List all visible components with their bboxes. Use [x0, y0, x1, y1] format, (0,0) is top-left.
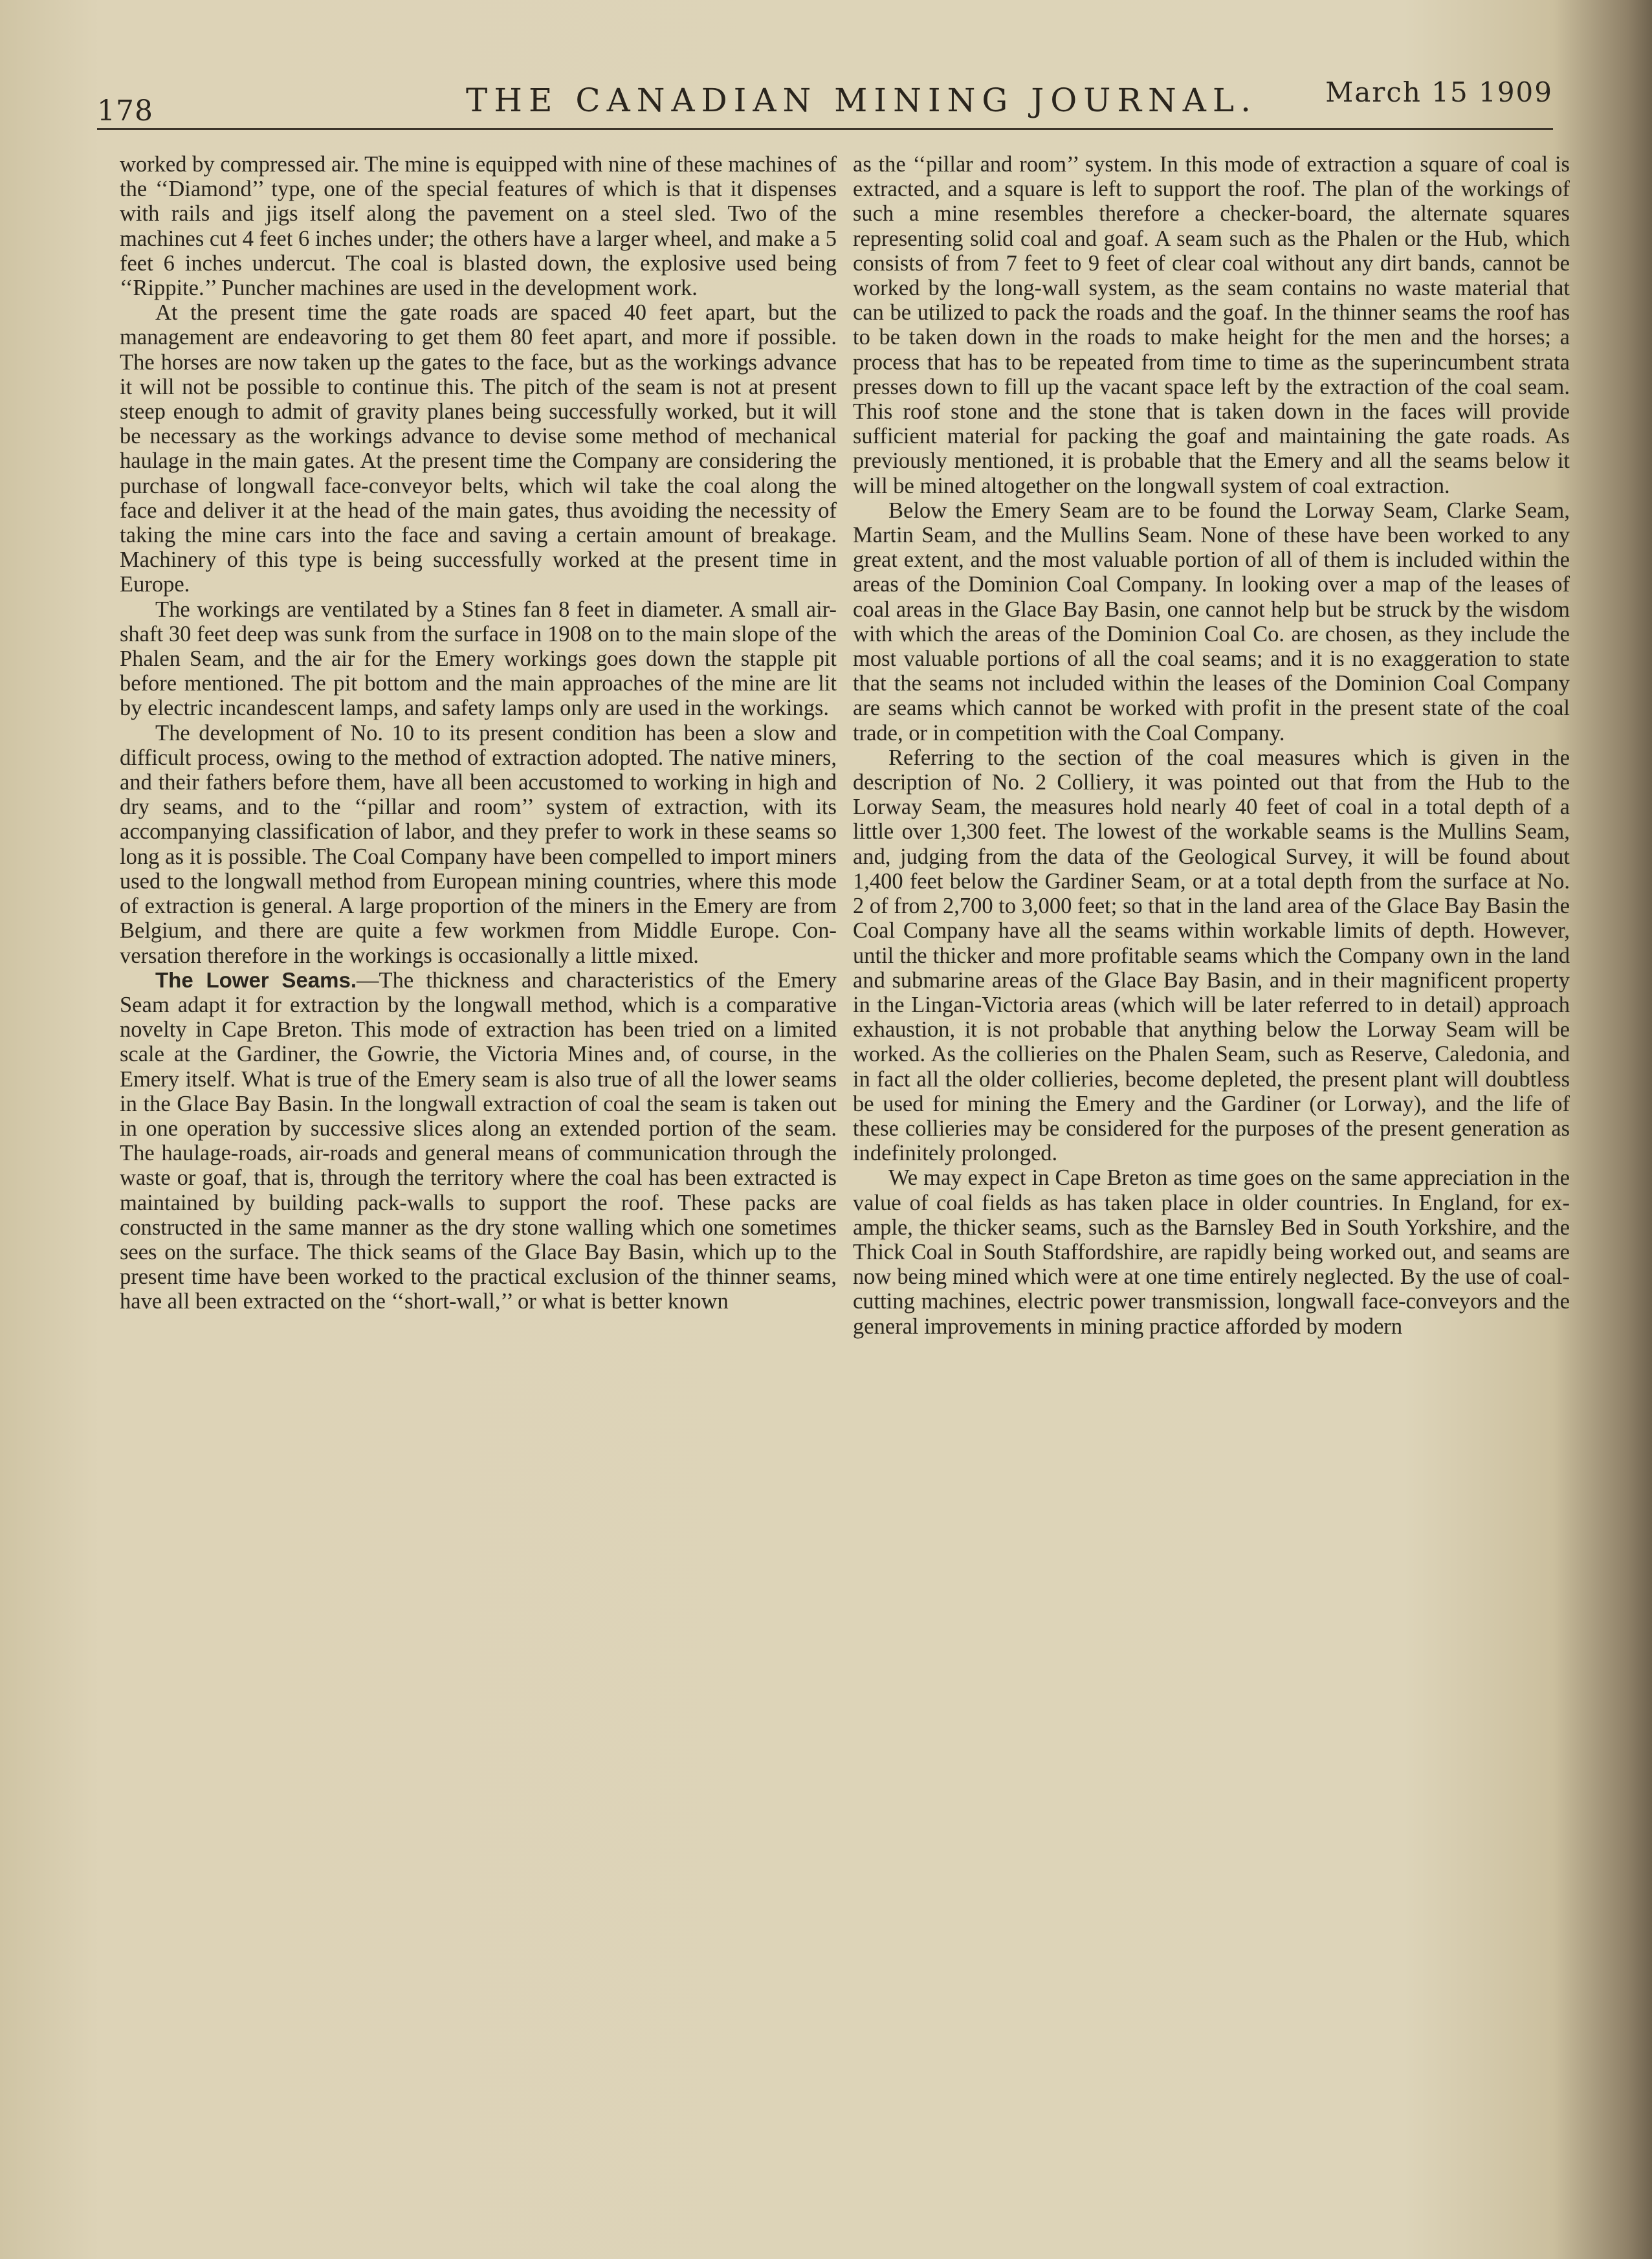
- paragraph: The workings are ventilated by a Stines fan 8 feet in diameter. A small air-shaft 30 feet deep was sunk from the surface in 1908 on to the main slope of the Phalen Seam, and the air for the Emery workings goes down the stapple pit before mentioned. The pit bottom and the main approaches of the mine are lit by electric incandescent lamps, and safety lamps only are used in the workings.: [120, 597, 837, 721]
- paragraph: Referring to the section of the coal measures which is given in the description of No. 2 Colliery, it was pointed out that from the Hub to the Lorway Seam, the measures hold nearly 40 feet of coal in a total depth of a little over 1,300 feet. The lowest of the workable seams is the Mullins Seam, and, judging from the data of the Geological Survey, it will be found about 1,400 feet below the Gardiner Seam, or at a total depth from the surface at No. 2 of from 2,700 to 3,000 feet; so that in the land area of the Glace Bay Basin the Coal Company have all the seams within workable limits of depth. However, until the thicker and more profitable seams which the Company own in the land and submarine areas of the Glace Bay Basin, and in their magnificent property in the Lingan-Victoria areas (which will be later referred to in detail) approach exhaustion, it is not probable that anything below the Lorway Seam will be worked. As the collieries on the Phalen Seam, such as Reserve, Caledonia, and in fact all the older collieries, become depleted, the present plant will doubtless be used for mining the Emery and the Gardiner (or Lorway), and the life of these collieries may be considered for the purposes of the present generation as indefinitely prolonged.: [853, 745, 1570, 1166]
- page-number: 178: [97, 94, 153, 127]
- paragraph: The development of No. 10 to its present condition has been a slow and difficult process, owing to the method of extraction adopted. The native miners, and their fathers before them, have all been accustomed to working in high and dry seams, and to the ‘‘pillar and room’’ system of extraction, with its accompanying classification of labor, and they prefer to work in these seams so long as it is possible. The Coal Company have been compelled to import miners used to the longwall method from European mining countries, where this mode of extraction is general. A large proportion of the miners in the Emery are from Belgium, and there are quite a few workmen from Middle Europe. Conversation therefore in the workings is occasionally a little mixed.: [120, 720, 837, 968]
- paragraph: as the ‘‘pillar and room’’ system. In this mode of extraction a square of coal is extracted, and a square is left to support the roof. The plan of the workings of such a mine resembles therefore a checker-board, the alternate squares representing solid coal and goaf. A seam such as the Phalen or the Hub, which consists of from 7 feet to 9 feet of clear coal without any dirt bands, cannot be worked by the long-wall system, as the seam contains no waste material that can be utilized to pack the roads and the goaf. In the thinner seams the roof has to be taken down in the roads to make height for the men and the horses; a process that has to be repeated from time to time as the superincumbent strata presses down to fill up the vacant space left by the extraction of the coal seam. This roof stone and the stone that is taken down in the faces will provide sufficient material for packing the goaf and maintaining the gate roads. As previously mentioned, it is probable that the Emery and all the seams below it will be mined altogether on the longwall system of coal extraction.: [853, 152, 1570, 498]
- issue-date: March 15 1909: [1325, 76, 1553, 108]
- section-paragraph: [120, 968, 837, 1314]
- paragraph: Below the Emery Seam are to be found the Lorway Seam, Clarke Seam, Martin Seam, and the Mullins Seam. None of these have been worked to any great extent, and the most valuable portion of all of them is included within the areas of the Dominion Coal Company. In looking over a map of the leases of coal areas in the Glace Bay Basin, one cannot help but be struck by the wisdom with which the areas of the Dominion Coal Co. are chosen, as they include the most valuable portions of all the coal seams; and it is no exaggeration to state that the seams not included within the leases of the Dominion Coal Company are seams which cannot be worked with profit in the present state of the coal trade, or in competition with the Coal Company.: [853, 498, 1570, 745]
- right-column: [853, 152, 1570, 2232]
- paragraph-text: —The thickness and characteristics of the Emery Seam adapt it for extraction by the longwall method, which is a comparative novelty in Cape Breton. This mode of extraction has been tried on a limited scale at the Gardiner, the Gowrie, the Victoria Mines and, of course, in the Emery itself. What is true of the Emery seam is also true of all the lower seams in the Glace Bay Basin. In the longwall extraction of coal the seam is taken out in one operation by successive slices along an extended portion of the seam. The haulage-roads, air-roads and general means of communication through the waste or goaf, that is, through the territory where the coal has been extracted is maintained by building pack-walls to support the roof. These packs are constructed in the same manner as the dry stone walling which one sometimes sees on the surface. The thick seams of the Glace Bay Basin, which up to the present time have been worked to the practical exclusion of the thinner seams, have all been extracted on the ‘‘short-wall,’’ or what is better known: [120, 967, 837, 1314]
- paragraph: We may expect in Cape Breton as time goes on the same appreciation in the value of coal fields as has taken place in older countries. In England, for example, the thicker seams, such as the Barnsley Bed in South Yorkshire, and the Thick Coal in South Staffordshire, are rapidly being worked out, and seams are now being mined which were at one time entirely neglected. By the use of coal-cutting machines, electric power transmission, longwall face-conveyors and the general improvements in mining practice afforded by modern: [853, 1165, 1570, 1339]
- header-rule: [97, 128, 1553, 130]
- paragraph: At the present time the gate roads are spaced 40 feet apart, but the management are endeavoring to get them 80 feet apart, and more if possible. The horses are now taken up the gates to the face, but as the workings advance it will not be possible to continue this. The pitch of the seam is not at present steep enough to admit of gravity planes being successfully worked, but it will be necessary as the workings advance to devise some method of mechanical haulage in the main gates. At the present time the Company are considering the purchase of longwall face-conveyor belts, which wil take the coal along the face and deliver it at the head of the main gates, thus avoiding the necessity of taking the mine cars into the face and saving a certain amount of breakage. Machinery of this type is being successfully worked at the present time in Europe.: [120, 300, 837, 597]
- section-heading: The Lower Seams.: [155, 967, 357, 992]
- page-header: [97, 76, 1553, 128]
- left-column: [120, 152, 837, 2232]
- journal-title: THE CANADIAN MINING JOURNAL.: [466, 82, 1257, 119]
- paragraph: worked by compressed air. The mine is equipped with nine of these machines of the ‘‘Diamond’’ type, one of the special features of which is that it dispenses with rails and jigs itself along the pavement on a steel sled. Two of the machines cut 4 feet 6 inches under; the others have a larger wheel, and make a 5 feet 6 inches undercut. The coal is blasted down, the explosive used being ‘‘Rippite.’’ Puncher machines are used in the development work.: [120, 152, 837, 301]
